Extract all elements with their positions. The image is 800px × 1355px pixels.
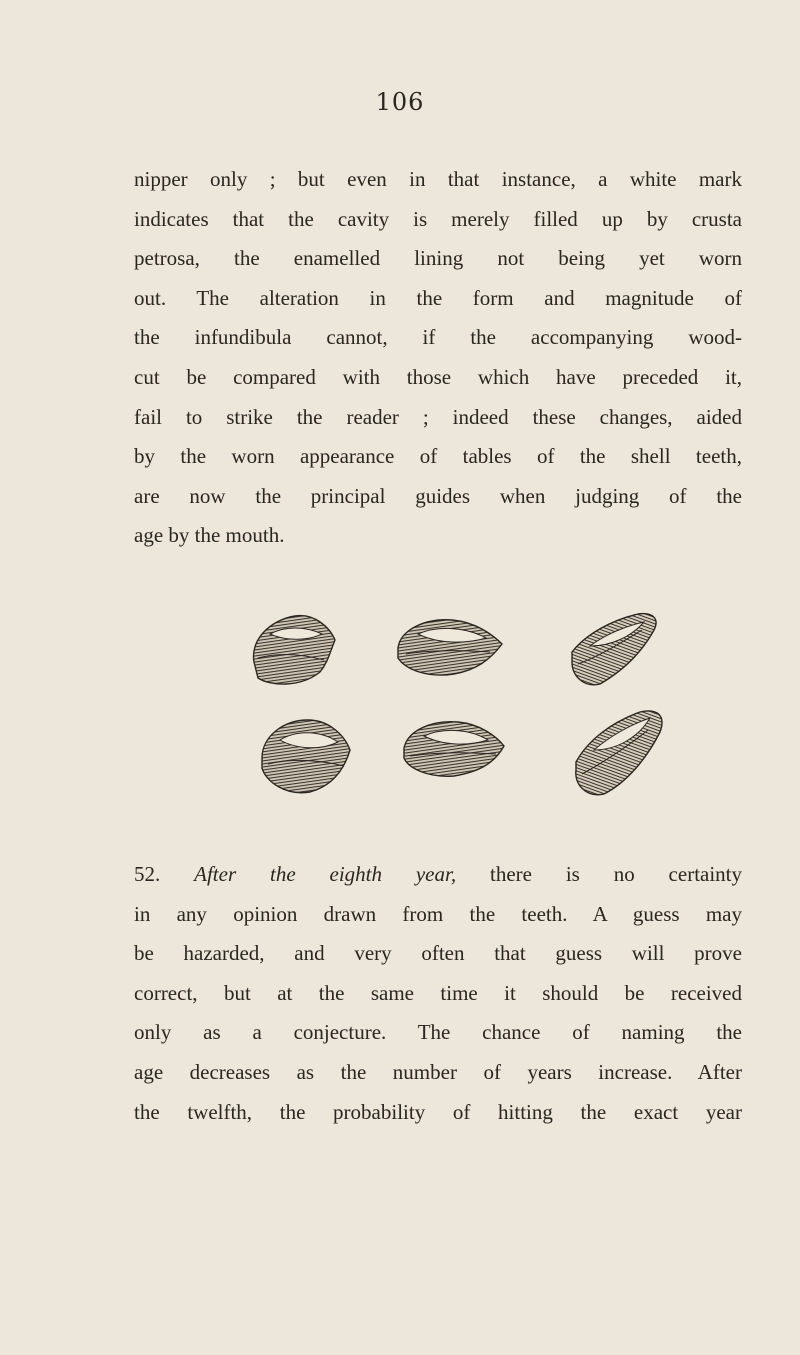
- first-line-rest: there is no certainty: [489, 862, 743, 886]
- text-line: out. The alteration in the form and magnitude of: [134, 285, 742, 310]
- text-line: age decreases as the number of years increase. After: [134, 1059, 742, 1084]
- text-line: nipper only ; but even in that instance, a white mark: [134, 167, 742, 191]
- page-number: 106: [375, 88, 425, 116]
- tooth-bottom-middle-icon: [404, 722, 504, 777]
- tooth-bottom-right-icon: [576, 711, 662, 795]
- tooth-top-right-icon: [572, 614, 656, 685]
- text-line: petrosa, the enamelled lining not being yet worn: [134, 246, 742, 271]
- tooth-top-middle-icon: [398, 620, 502, 675]
- text-line: cut be compared with those which have preceded it,: [134, 364, 742, 389]
- section-number: 52.: [134, 862, 161, 886]
- italic-phrase: After the eighth year,: [194, 862, 457, 886]
- text-line: are now the principal guides when judging of the: [134, 483, 742, 508]
- text-line: only as a conjecture. The chance of naming the: [134, 1020, 742, 1045]
- text-line: fail to strike the reader ; indeed these changes, aided: [134, 404, 742, 429]
- text-line: indicates that the cavity is merely filled up by crusta: [134, 206, 742, 231]
- text-line: by the worn appearance of tables of the shell teeth,: [134, 444, 742, 469]
- text-line: be hazarded, and very often that guess will prove: [134, 941, 742, 966]
- text-line: age by the mouth.: [134, 523, 285, 548]
- woodcut-teeth-figure: [240, 600, 680, 830]
- tooth-bottom-left-icon: [262, 720, 350, 793]
- text-line: correct, but at the same time it should be received: [134, 980, 742, 1005]
- paragraph-section-52: [134, 855, 742, 1132]
- tooth-top-left-icon: [253, 616, 335, 684]
- text-line: in any opinion drawn from the teeth. A guess may: [134, 901, 742, 926]
- text-line-first: [134, 855, 742, 895]
- paragraph-teeth-infundibula: [134, 160, 742, 556]
- text-line: the infundibula cannot, if the accompanying wood-: [134, 325, 742, 350]
- text-line: the twelfth, the probability of hitting the exact year: [134, 1099, 742, 1124]
